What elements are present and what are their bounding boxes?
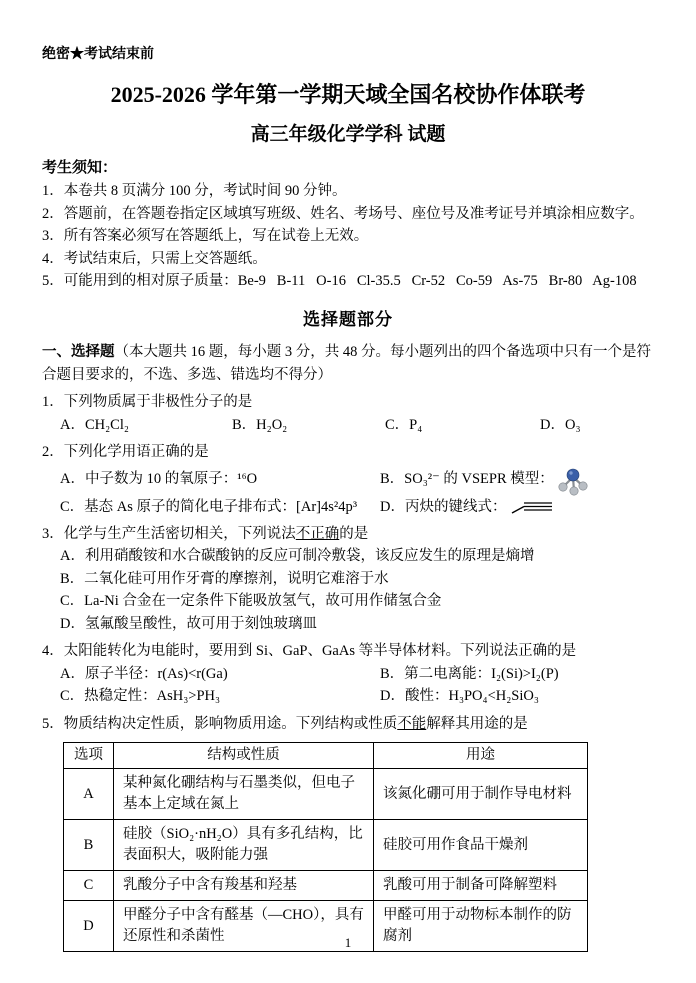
question-3-option-b: B．二氧化硅可用作牙膏的摩擦剂，说明它难溶于水 — [60, 570, 389, 587]
table-cell-option: D — [64, 901, 114, 952]
notice-item-4: 4．考试结束后，只需上交答题纸。 — [42, 250, 267, 267]
question-5-stem-emphasis: 不能 — [397, 715, 427, 732]
question-2-option-d — [380, 496, 654, 518]
question-2-options-row-2 — [42, 496, 654, 518]
table-cell-option: B — [64, 820, 114, 871]
notice-item-3: 3．所有答案必须写在答题纸上，写在试卷上无效。 — [42, 228, 369, 245]
table-header-property: 结构或性质 — [114, 743, 374, 769]
question-4 — [42, 640, 654, 707]
question-5-stem-prefix: 5．物质结构决定性质，影响物质用途。下列结构或性质 — [42, 715, 398, 732]
question-1-options — [42, 414, 654, 436]
question-4-option-b: B．第二电离能：I₂(Si)>I₂(P) — [380, 665, 559, 682]
question-2-option-d-text: D．丙炔的键线式： — [380, 498, 507, 515]
table-cell-use: 乳酸可用于制备可降解塑料 — [374, 871, 588, 901]
question-3-option-a: A．利用硝酸铵和水合碳酸钠的反应可制冷敷袋，该反应发生的原理是熵增 — [60, 548, 535, 565]
question-2-stem: 2．下列化学用语正确的是 — [42, 444, 209, 461]
question-3-option-d: D．氢氟酸呈酸性，故可用于刻蚀玻璃皿 — [60, 615, 317, 632]
question-2 — [42, 441, 654, 518]
table-cell-use: 甲醛可用于动物标本制作的防腐剂 — [374, 901, 588, 952]
question-1-option-b: B．H₂O₂ — [232, 416, 288, 433]
table-cell-use: 硅胶可用作食品干燥剂 — [374, 820, 588, 871]
question-2-option-a-text: A．中子数为 10 的氧原子：¹⁶O — [60, 471, 258, 488]
section-intro-text: （本大题共 16 题，每小题 3 分，共 48 分。每小题列出的四个备选项中只有一个是符合题目要求的，不选、多选、错选均不得分） — [42, 344, 651, 383]
table-row-b — [64, 820, 588, 871]
question-3-stem-emphasis: 不正确 — [295, 525, 340, 542]
question-3-stem-prefix: 3．化学与生产生活密切相关，下列说法 — [42, 525, 296, 542]
table-row-a — [64, 769, 588, 820]
question-1 — [42, 391, 654, 436]
notice-item-2: 2．答题前，在答题卷指定区域填写班级、姓名、考场号、座位号及准考证号并填涂相应数字。 — [42, 205, 644, 222]
question-1-option-d: D．O₃ — [540, 416, 581, 433]
propyne-skeletal-structure-icon — [510, 499, 556, 515]
section-intro — [42, 341, 654, 386]
table-cell-option: C — [64, 871, 114, 901]
question-1-option-a: A．CH₂Cl₂ — [60, 416, 129, 433]
question-4-option-a: A．原子半径：r(As)<r(Ga) — [60, 665, 228, 682]
section-title: 选择题部分 — [303, 309, 393, 329]
question-2-option-b — [380, 464, 654, 496]
table-cell-use: 该氮化硼可用于制作导电材料 — [374, 769, 588, 820]
page-number: 1 — [344, 935, 352, 950]
question-2-option-c — [60, 496, 380, 518]
question-4-options-row-1 — [42, 663, 654, 685]
exam-title: 2025-2026 学年第一学期天域全国名校协作体联考 — [110, 81, 586, 107]
notice-item-1: 1．本卷共 8 页满分 100 分，考试时间 90 分钟。 — [42, 183, 347, 200]
question-2-option-a — [60, 464, 380, 496]
table-header-row — [64, 743, 588, 769]
table-header-use: 用途 — [374, 743, 588, 769]
question-4-options-row-2 — [42, 685, 654, 707]
question-3-option-c: C．La-Ni 合金在一定条件下能吸放氢气，故可用作储氢合金 — [60, 593, 442, 610]
question-5-table — [63, 742, 588, 952]
question-5-stem-suffix: 解释其用途的是 — [426, 715, 528, 732]
candidate-notice — [42, 157, 654, 293]
exam-subtitle: 高三年级化学学科 试题 — [250, 123, 446, 145]
question-3 — [42, 523, 654, 635]
question-5 — [42, 713, 654, 953]
table-cell-property: 某种氮化硼结构与石墨类似，但电子基本上定域在氮上 — [114, 769, 374, 820]
question-4-option-c: C．热稳定性：AsH₃>PH₃ — [60, 688, 221, 705]
question-1-option-c: C．P₄ — [385, 416, 423, 433]
question-2-option-c-text: C．基态 As 原子的简化电子排布式：[Ar]4s²4p³ — [60, 498, 358, 515]
table-cell-property: 甲醛分子中含有醛基（—CHO），具有还原性和杀菌性 — [114, 901, 374, 952]
notice-item-5: 5．可能用到的相对原子质量：Be-9 B-11 O-16 Cl-35.5 Cr-52 Co-59 As-75 Br-80 Ag-108 — [42, 273, 637, 290]
table-row-c — [64, 871, 588, 901]
classification-label: 绝密★考试结束前 — [42, 47, 154, 62]
question-2-option-b-text: B．SO₃²⁻ 的 VSEPR 模型： — [380, 471, 554, 488]
question-5-stem — [42, 713, 654, 735]
question-1-stem: 1．下列物质属于非极性分子的是 — [42, 394, 253, 411]
table-cell-property: 乳酸分子中含有羧基和羟基 — [114, 871, 374, 901]
table-cell-property: 硅胶（SiO₂·nH₂O）具有多孔结构，比表面积大，吸附能力强 — [114, 820, 374, 871]
table-header-option: 选项 — [64, 743, 114, 769]
question-4-option-d: D．酸性：H₃PO₄<H₂SiO₃ — [380, 688, 539, 705]
notice-heading: 考生须知： — [42, 160, 118, 177]
question-3-stem-suffix: 的是 — [339, 525, 369, 542]
vsepr-model-icon — [558, 464, 588, 496]
question-4-stem: 4．太阳能转化为电能时，要用到 Si、GaP、GaAs 等半导体材料。下列说法正确的是 — [42, 643, 577, 660]
table-cell-option: A — [64, 769, 114, 820]
section-intro-heading: 一、选择题 — [42, 344, 115, 361]
question-3-stem — [42, 523, 654, 545]
question-2-options-row-1 — [42, 464, 654, 496]
